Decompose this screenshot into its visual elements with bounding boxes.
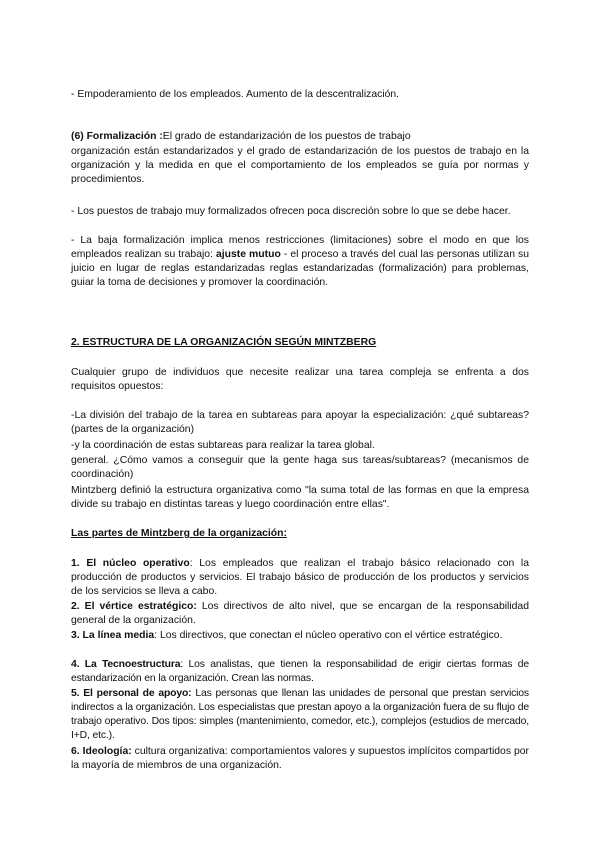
requisito-coordinacion: -y la coordinación de estas subtareas para realizar la tarea global. <box>71 440 375 451</box>
parte-text: : Los empleados que realizan el trabajo básico relacionado con la producción de productos y servicios. El trabajo básico de producción de los productos y servicios de los servicios se lleva a cabo. <box>71 558 529 597</box>
parte-item <box>71 557 529 599</box>
bullet-2-text-end: - el proceso a través del cual las personas utilizan su juicio en lugar de reglas estandarizadas reglas estandarizadas (formalización) para problemas, guiar la toma de decisiones y promover la coordinación. <box>71 249 529 288</box>
parte-label: 2. El vértice estratégico: <box>71 601 197 612</box>
requisito-division: -La división del trabajo de la tarea en subtareas para apoyar la especialización: ¿qué subtareas? (partes de la organización) <box>71 410 529 435</box>
parte-label: 6. Ideología: <box>71 746 132 757</box>
formalizacion-first-text: El grado de estandarización de los puestos de trabajo <box>162 131 411 142</box>
mintzberg-definition: Mintzberg definió la estructura organizativa como "la suma total de las formas en que la empresa divide su trabajo en distintas tareas y luego coordinación entre ellas". <box>71 485 529 510</box>
partes-title: Las partes de Mintzberg de la organización: <box>71 528 287 539</box>
formalizacion-first-line <box>71 130 529 144</box>
formalizacion-paragraph: organización están estandarizados y el grado de estandarización de los puestos de trabajo en la organización y la medida en que el comportamiento de los empleados se guía por normas y procedimientos. <box>71 146 529 185</box>
requisito-general: general. ¿Cómo vamos a conseguir que la gente haga sus tareas/subtareas? (mecanismos de coordinación) <box>71 455 529 480</box>
bullet-2-text-start: - La baja formalización implica menos restricciones (limitaciones) sobre el modo en que los empleados realizan su trabajo: <box>71 235 529 260</box>
parte-text: cultura organizativa: comportamientos valores y supuestos implícitos compartidos por la mayoría de miembros de una organización. <box>71 746 529 771</box>
parte-label: 1. El núcleo operativo <box>71 558 190 569</box>
parte-item <box>71 687 529 743</box>
parte-item <box>71 600 529 628</box>
parte-label: 5. El personal de apoyo: <box>71 688 192 699</box>
parte-text: Los directivos de alto nivel, que se encargan de la responsabilidad general de la organización. <box>71 601 529 626</box>
ajuste-mutuo-term: ajuste mutuo <box>215 249 281 260</box>
intro-line: - Empoderamiento de los empleados. Aumento de la descentralización. <box>71 89 400 100</box>
parte-label: 4. La Tecnoestructura <box>71 659 181 670</box>
parte-label: 3. La línea media <box>71 630 155 641</box>
parte-item <box>71 629 529 643</box>
parte-text: : Los analistas, que tienen la responsabilidad de erigir ciertas formas de estandarización en la organización. Crean las normas. <box>71 659 529 684</box>
parte-item <box>71 745 529 773</box>
formalizacion-bullet-1: - Los puestos de trabajo muy formalizados ofrecen poca discreción sobre lo que se debe hacer. <box>71 206 511 217</box>
section-2-title: 2. ESTRUCTURA DE LA ORGANIZACIÓN SEGÚN MINTZBERG <box>71 337 377 348</box>
formalizacion-bullet-2 <box>71 234 529 290</box>
parte-item <box>71 658 529 686</box>
parte-text: Las personas que llenan las unidades de personal que prestan servicios indirectos a la organización. Los especialistas que prestan apoyo a la organización fuera de su flujo de trabajo operativo. Dos tipos: simples (mantenimiento, comedor, etc.), complejos (estudios de mercado, I+D, etc.). <box>71 688 529 741</box>
section-2-intro: Cualquier grupo de individuos que necesite realizar una tarea compleja se enfrenta a dos requisitos opuestos: <box>71 367 529 392</box>
parte-text: : Los directivos, que conectan el núcleo operativo con el vértice estratégico. <box>154 630 503 641</box>
formalizacion-label: (6) Formalización : <box>71 131 163 142</box>
